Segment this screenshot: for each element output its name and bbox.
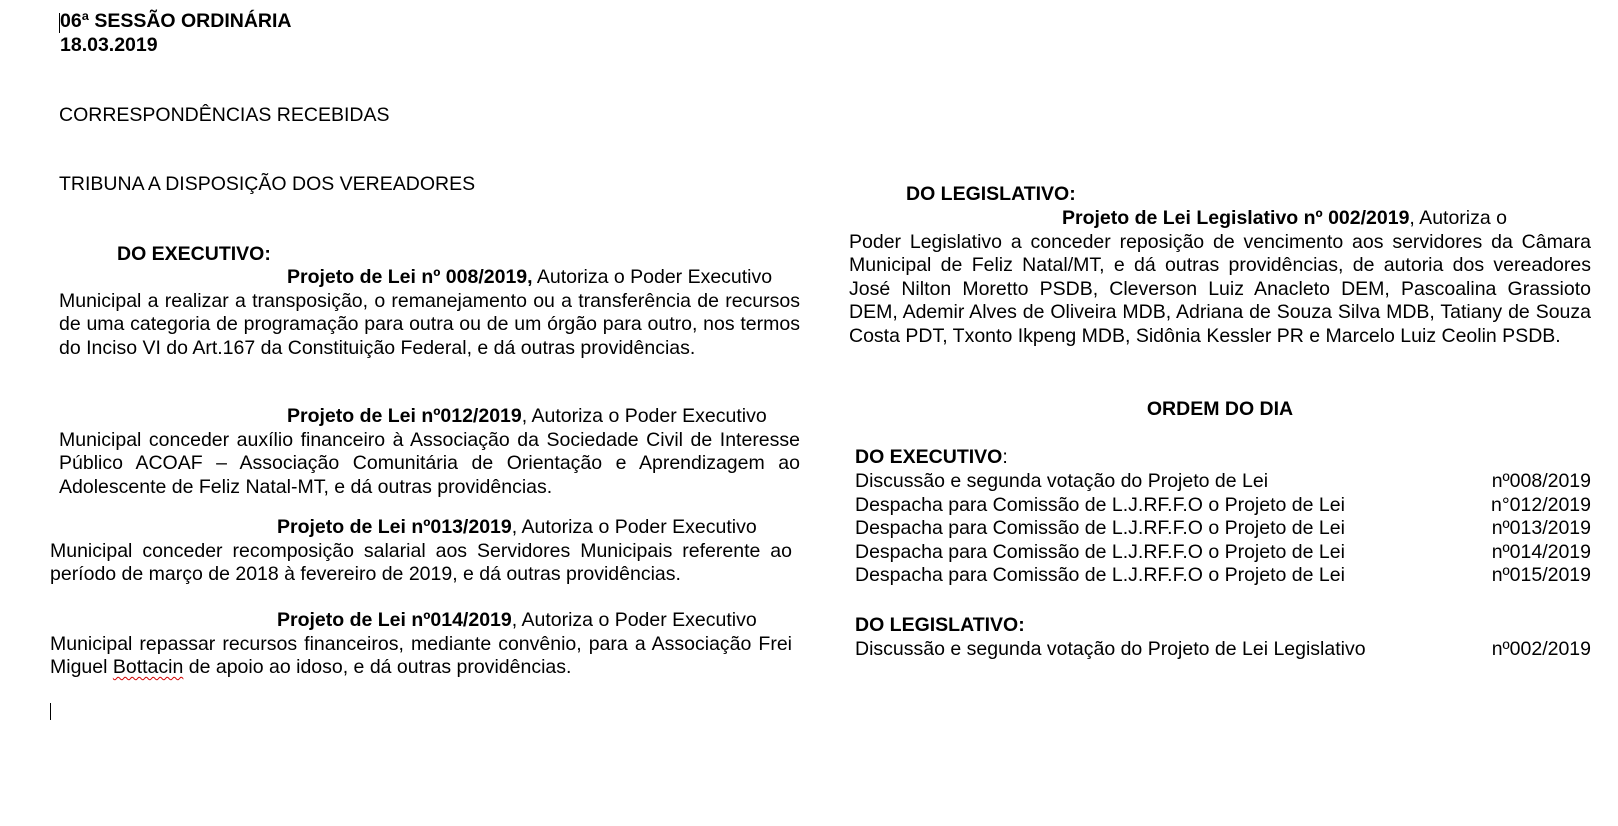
ordem-legislativo-list [855, 638, 1591, 662]
project-intro: Autoriza o Poder Executivo [532, 266, 773, 288]
ordem-executivo-heading [855, 446, 1008, 470]
agenda-row [855, 638, 1591, 662]
agenda-number: n°012/2019 [1491, 493, 1591, 516]
project-title: Projeto de Lei Legislativo nº 002/2019 [1062, 207, 1410, 229]
agenda-text: Despacha para Comissão de L.J.RF.F.O o Projeto de Lei [855, 564, 1345, 586]
agenda-text: Discussão e segunda votação do Projeto de Lei [855, 470, 1269, 492]
correspondencias-heading: CORRESPONDÊNCIAS RECEBIDAS [59, 104, 390, 126]
project-description: Municipal conceder recomposição salarial aos Servidores Municipais referente ao período de março de 2018 à fevereiro de 2019, e dá outras providências. [50, 539, 792, 585]
ordem-executivo-list [855, 470, 1591, 588]
ordem-executivo-colon: : [1002, 446, 1008, 468]
agenda-number: nº002/2019 [1491, 638, 1591, 660]
agenda-row [855, 494, 1591, 518]
project-title: Projeto de Lei nº013/2019 [277, 516, 512, 538]
agenda-number: nº014/2019 [1491, 540, 1591, 563]
executivo-heading: DO EXECUTIVO: [117, 243, 271, 265]
agenda-number: nº008/2019 [1491, 470, 1591, 492]
ordem-do-dia-title: ORDEM DO DIA [1146, 398, 1294, 420]
executivo-item-1 [59, 266, 800, 360]
executivo-item-4 [50, 609, 792, 680]
project-description: Municipal conceder auxílio financeiro à Associação da Sociedade Civil de Interesse Público ACOAF – Associação Comunitária de Orientação e Aprendizagem ao Adolescente de Feliz Natal-MT, e dá outras providências. [59, 428, 800, 498]
agenda-row [855, 517, 1591, 541]
legislativo-item [849, 207, 1591, 348]
ordem-legislativo-heading: DO LEGISLATIVO: [855, 614, 1025, 636]
session-title: 06ª SESSÃO ORDINÁRIA [60, 10, 292, 32]
ordem-executivo-label: DO EXECUTIVO [855, 446, 1003, 468]
agenda-row [855, 470, 1591, 494]
agenda-number: nº015/2019 [1491, 564, 1591, 586]
agenda-text: Discussão e segunda votação do Projeto de Lei Legislativo [855, 638, 1366, 660]
agenda-text: Despacha para Comissão de L.J.RF.F.O o Projeto de Lei [855, 493, 1345, 516]
session-date: 18.03.2019 [60, 34, 158, 56]
executivo-item-2 [59, 405, 800, 499]
project-title: Projeto de Lei nº 008/2019, [287, 266, 533, 288]
project-intro: , Autoriza o Poder Executivo [521, 405, 767, 427]
project-description-end: de apoio ao idoso, e dá outras providências. [183, 656, 572, 678]
project-intro: , Autoriza o [1409, 207, 1507, 229]
project-title: Projeto de Lei nº014/2019 [277, 609, 512, 631]
project-intro: , Autoriza o Poder Executivo [511, 609, 757, 631]
agenda-row [855, 564, 1591, 588]
executivo-item-3 [50, 516, 792, 587]
project-title: Projeto de Lei nº012/2019 [287, 405, 522, 427]
text-cursor-end [50, 703, 51, 720]
tribuna-heading: TRIBUNA A DISPOSIÇÃO DOS VEREADORES [59, 173, 476, 195]
project-description: Municipal repassar recursos financeiros, mediante convênio, para a Associação Frei Miguel [50, 632, 792, 678]
project-intro: , Autoriza o Poder Executivo [511, 516, 757, 538]
agenda-number: nº013/2019 [1491, 517, 1591, 539]
agenda-row [855, 541, 1591, 565]
misspelled-word: Bottacin [112, 656, 184, 678]
legislativo-heading: DO LEGISLATIVO: [906, 183, 1076, 205]
project-description: Poder Legislativo a conceder reposição de vencimento aos servidores da Câmara Municipal de Feliz Natal/MT, e dá outras providências, de autoria dos vereadores José Nilton Moretto PSDB, Cleverson Luiz Anacleto DEM, Pascoalina Grassioto DEM, Ademir Alves de Oliveira MDB, Adriana de Souza Silva MDB, Tatiany de Souza Costa PDT, Txonto Ikpeng MDB, Sidônia Kessler PR e Marcelo Luiz Ceolin PSDB. [849, 230, 1591, 347]
agenda-text: Despacha para Comissão de L.J.RF.F.O o Projeto de Lei [855, 517, 1345, 539]
project-description: Municipal a realizar a transposição, o remanejamento ou a transferência de recursos de uma categoria de programação para outra ou de um órgão para outro, nos termos do Inciso VI do Art.167 da Constituição Federal, e dá outras providências. [59, 289, 800, 359]
agenda-text: Despacha para Comissão de L.J.RF.F.O o Projeto de Lei [855, 540, 1345, 563]
